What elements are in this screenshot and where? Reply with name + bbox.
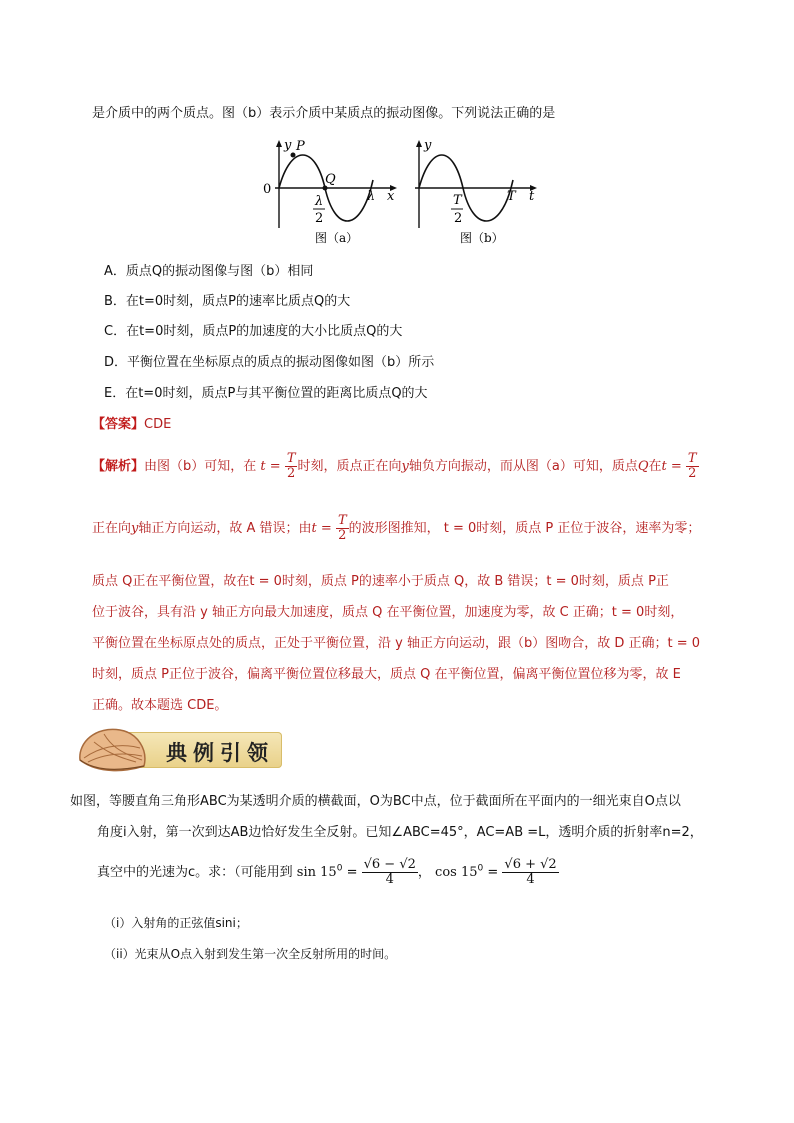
section-banner [74,720,286,778]
analysis-text: 由图（b）可知，在 [144,459,257,474]
answer-line [92,413,171,432]
answer-value: CDE [144,417,172,432]
t-equals: t = [260,459,281,474]
fraction-t-over-2: $\frac{T}{2}$ [687,451,697,481]
t-equals: t = [661,459,682,474]
comma: ， [417,865,431,880]
example-line-3 [97,858,559,887]
caption-b: 图（b） [460,231,504,245]
label-x: x [387,189,395,204]
equals: = [487,865,499,880]
analysis-line-7: 正确。故本题选 CDE。 [92,698,228,713]
analysis-text: 时刻，质点正在向 [297,459,402,474]
wave-figures [255,136,555,248]
question-1: （i）入射角的正弦值sini； [104,916,248,930]
label-half-lambda-den: 2 [315,211,324,226]
analysis-line-1 [92,452,699,481]
label-y-b: y [424,138,432,153]
fraction-sin15: $\frac{√6 - √2}{4}$ [363,857,416,887]
y-symbol: y [401,459,409,474]
label-half-t-den: 2 [454,211,463,226]
label-p: P [296,139,305,154]
intro-text: 是介质中的两个质点。图（b）表示介质中某质点的振动图像。下列说法正确的是 [92,106,556,121]
label-half-lambda-num: λ [315,194,324,209]
analysis-text: 轴正方向运动，故 A 错误；由 [138,521,312,536]
label-y-a: y [284,138,292,153]
banner-title: 典例引领 [166,740,274,765]
analysis-text: t = 0时刻，质点 P 正位于波谷，速率为零； [443,521,701,536]
equals: = [346,865,358,880]
q-symbol: Q [637,459,649,474]
example-line-1: 如图，等腰直角三角形ABC为某透明介质的横截面，O为BC中点，位于截面所在平面内的一细光束自O点以 [70,794,681,809]
label-t: t [529,189,535,204]
y-symbol: y [131,521,139,536]
example-line-2: 角度i入射，第一次到达AB边恰好发生全反射。已知∠ABC=45°，AC=AB =L，透明介质的折射率n=2， [97,825,703,840]
option-a: A．质点Q的振动图像与图（b）相同 [104,264,314,279]
label-t-end: T [507,189,516,204]
sin15: sin 15 [296,865,337,880]
example-text: 真空中的光速为c。求：（可能用到 [97,865,293,880]
label-origin: 0 [263,182,272,197]
answer-label: 【答案】 [92,417,145,432]
cos15: cos 15 [435,865,478,880]
analysis-line-4: 位于波谷，具有沿 y 轴正方向最大加速度，质点 Q 在平衡位置，加速度为零，故 C 正确；t = 0时刻， [92,605,684,620]
option-c: C．在t=0时刻，质点P的加速度的大小比质点Q的大 [104,324,403,339]
label-half-t-num: T [453,193,462,208]
analysis-line-2 [92,514,700,543]
option-e: E．在t=0时刻，质点P与其平衡位置的距离比质点Q的大 [104,386,428,401]
t-equals: t = [311,521,332,536]
analysis-text: 在 [648,459,662,474]
analysis-line-5: 平衡位置在坐标原点处的质点，正处于平衡位置，沿 y 轴正方向运动，跟（b）图吻合，故 D 正确；t = 0 [92,636,701,651]
analysis-label: 【解析】 [92,459,145,474]
analysis-line-6: 时刻，质点 P正位于波谷，偏离平衡位置位移最大，质点 Q 在平衡位置，偏离平衡位置位移为零，故 E [92,667,681,682]
shell-icon [74,720,154,778]
analysis-text: 的波形图推知， [348,521,440,536]
degree-mark: 0 [336,863,343,874]
figure-b [415,138,537,245]
degree-mark: 0 [477,863,484,874]
question-2: （ii）光束从O点入射到发生第一次全反射所用的时间。 [104,947,397,961]
analysis-text: 轴负方向振动，而从图（a）可知，质点 [408,459,638,474]
label-q: Q [325,172,336,187]
fraction-t-over-2: $\frac{T}{2}$ [337,513,347,543]
fraction-t-over-2: $\frac{T}{2}$ [286,451,296,481]
analysis-line-3: 质点 Q正在平衡位置，故在t = 0时刻，质点 P的速率小于质点 Q，故 B 错误；t = 0时刻，质点 P正 [92,574,669,589]
option-d: D．平衡位置在坐标原点的质点的振动图像如图（b）所示 [104,355,435,370]
option-b: B．在t=0时刻，质点P的速率比质点Q的大 [104,294,351,309]
label-lambda: λ [367,189,376,204]
analysis-text: 正在向 [92,521,132,536]
figure-a [263,138,397,245]
caption-a: 图（a） [315,231,359,245]
fraction-cos15: $\frac{√6 + √2}{4}$ [504,857,557,887]
